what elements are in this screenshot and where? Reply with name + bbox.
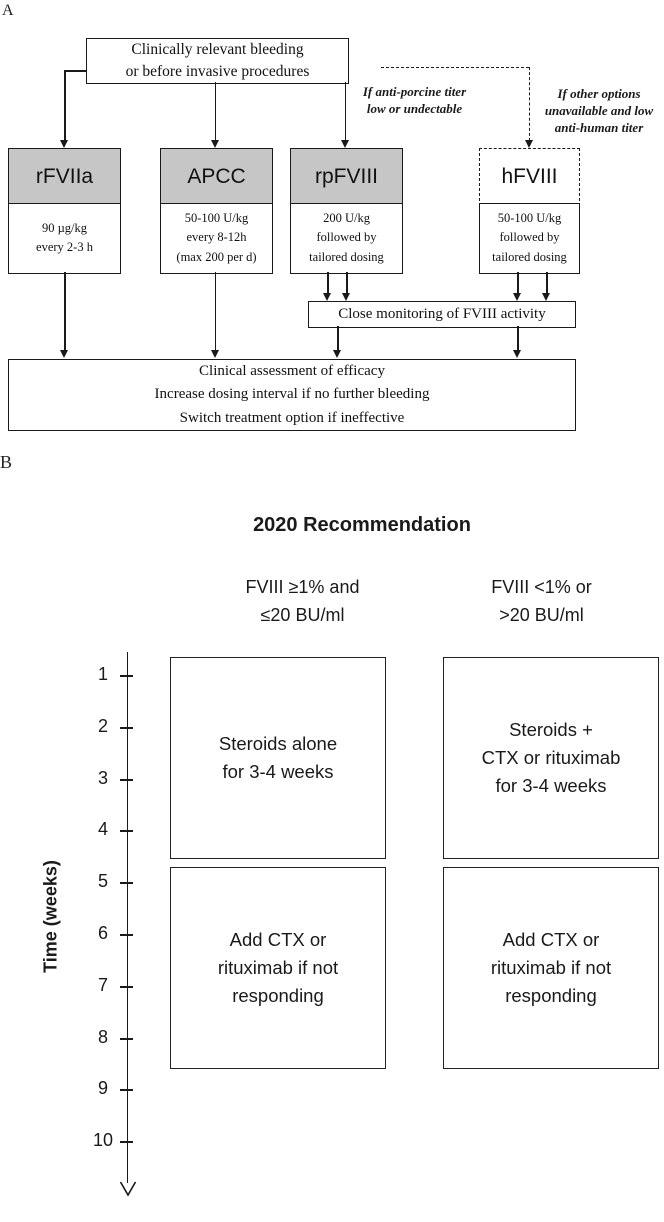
axis-tick bbox=[120, 1141, 133, 1143]
axis-tick bbox=[120, 727, 133, 729]
connector-trigger-apcc bbox=[215, 82, 217, 141]
connector-monitoring-assessment-2 bbox=[517, 326, 519, 351]
text-line: tailored dosing bbox=[309, 249, 384, 264]
connector-dashed-vertical bbox=[529, 67, 530, 141]
dose-box-rfviia bbox=[8, 203, 121, 274]
arrowhead-monitoring-assessment-1 bbox=[333, 350, 341, 358]
treatment-box-hfviii bbox=[479, 148, 580, 206]
arrowhead-monitoring-assessment-2 bbox=[513, 350, 521, 358]
arrowhead-rpfviii-monitoring-2 bbox=[342, 293, 350, 301]
week-number: 2 bbox=[97, 716, 108, 736]
col2-phase2-box bbox=[443, 867, 659, 1069]
text-line: CTX or rituximab bbox=[481, 747, 621, 769]
axis-tick bbox=[120, 830, 133, 832]
connector-trigger-rfviia-vertical bbox=[64, 70, 66, 141]
column-1-header bbox=[195, 574, 410, 630]
week-number: 4 bbox=[97, 819, 108, 839]
arrowhead-to-rpfviii bbox=[341, 140, 349, 148]
arrowhead-hfviii-monitoring-1 bbox=[513, 293, 521, 301]
text-line: responding bbox=[505, 984, 597, 1006]
arrowhead-apcc-assessment bbox=[211, 350, 219, 358]
week-number: 7 bbox=[97, 975, 108, 995]
text-line: followed by bbox=[316, 230, 377, 245]
treatment-box-apcc bbox=[160, 148, 273, 206]
col1-phase2-box bbox=[170, 867, 386, 1069]
text-line: rituximab if not bbox=[217, 957, 339, 979]
connector-rpfviii-monitoring-1 bbox=[327, 272, 329, 294]
connector-rfviia-assessment bbox=[64, 272, 66, 351]
text-line: followed by bbox=[499, 230, 560, 245]
week-number: 6 bbox=[97, 923, 108, 943]
time-axis-line bbox=[127, 652, 129, 1183]
arrowhead-to-apcc bbox=[211, 140, 219, 148]
dose-box-hfviii bbox=[479, 203, 580, 274]
text-line: Increase dosing interval if no further bleeding bbox=[154, 386, 430, 403]
dose-box-apcc bbox=[160, 203, 273, 274]
panel-b-title: 2020 Recommendation bbox=[253, 514, 471, 536]
note-anti-human bbox=[534, 86, 664, 137]
week-number: 9 bbox=[97, 1078, 108, 1098]
axis-tick bbox=[120, 882, 133, 884]
text-line: every 2-3 h bbox=[36, 240, 93, 254]
axis-tick bbox=[120, 934, 133, 936]
week-number: 10 bbox=[92, 1130, 114, 1150]
text-line: low or undectable bbox=[366, 100, 463, 116]
arrowhead-to-rfviia bbox=[60, 140, 68, 148]
text-line: Clinically relevant bleeding bbox=[131, 41, 304, 59]
arrowhead-rpfviii-monitoring-1 bbox=[323, 293, 331, 301]
text-line: (max 200 per d) bbox=[176, 249, 257, 264]
time-axis-arrowhead-icon bbox=[119, 1181, 137, 1197]
week-number: 8 bbox=[97, 1027, 108, 1047]
time-axis-label: Time (weeks) bbox=[40, 860, 61, 973]
column-2-header bbox=[434, 574, 649, 630]
axis-tick bbox=[120, 1089, 133, 1091]
assessment-box bbox=[8, 359, 576, 431]
text-line: anti-human titer bbox=[554, 119, 644, 135]
text-line: 200 U/kg bbox=[323, 210, 370, 225]
week-number: 5 bbox=[97, 871, 108, 891]
col2-phase1-box bbox=[443, 657, 659, 859]
panel-a-label: A bbox=[2, 2, 14, 19]
treatment-box-rpfviii bbox=[290, 148, 403, 206]
connector-trigger-rfviia-horizontal bbox=[64, 70, 87, 72]
text-line: >20 BU/ml bbox=[499, 604, 584, 625]
axis-tick bbox=[120, 779, 133, 781]
text-line: Add CTX or bbox=[502, 929, 600, 951]
arrowhead-hfviii-monitoring-2 bbox=[542, 293, 550, 301]
axis-tick bbox=[120, 986, 133, 988]
connector-apcc-assessment bbox=[215, 272, 217, 351]
text-line: Switch treatment option if ineffective bbox=[179, 409, 405, 426]
text-line: Steroids alone bbox=[218, 733, 338, 755]
text-line: FVIII <1% or bbox=[491, 577, 592, 597]
axis-tick bbox=[120, 675, 133, 677]
axis-tick bbox=[120, 1038, 133, 1040]
text-line: If anti-porcine titer bbox=[362, 84, 467, 99]
text-line: 50-100 U/kg bbox=[184, 210, 249, 225]
text-line: 90 µg/kg bbox=[41, 220, 88, 235]
week-number: 3 bbox=[97, 768, 108, 788]
text-line: FVIII ≥1% and bbox=[245, 577, 360, 597]
text-line: Clinical assessment of efficacy bbox=[199, 363, 385, 380]
treatment-name: rFVIIa bbox=[35, 165, 94, 188]
connector-hfviii-monitoring-2 bbox=[546, 272, 548, 294]
text-line: or before invasive procedures bbox=[125, 63, 310, 80]
note-anti-porcine bbox=[352, 84, 477, 118]
text-line: 50-100 U/kg bbox=[497, 210, 562, 225]
text-line: Steroids + bbox=[509, 719, 593, 741]
connector-rpfviii-monitoring-2 bbox=[346, 272, 348, 294]
text-line: Add CTX or bbox=[229, 929, 327, 951]
connector-dashed-horizontal bbox=[381, 67, 529, 68]
text-line: ≤20 BU/ml bbox=[260, 604, 345, 625]
text-line: every 8-12h bbox=[186, 230, 247, 245]
trigger-box bbox=[86, 38, 349, 84]
dose-box-rpfviii bbox=[290, 203, 403, 274]
text-line: responding bbox=[232, 984, 324, 1006]
treatment-name: rpFVIII bbox=[314, 165, 378, 188]
text-line: for 3-4 weeks bbox=[495, 774, 607, 796]
treatment-name: APCC bbox=[187, 165, 246, 188]
week-number: 1 bbox=[97, 664, 108, 684]
text-line: for 3-4 weeks bbox=[222, 761, 334, 782]
text-line: If other options bbox=[557, 86, 641, 101]
text-line: tailored dosing bbox=[492, 249, 567, 264]
panel-b-label: B bbox=[0, 452, 13, 472]
connector-monitoring-assessment-1 bbox=[337, 326, 339, 351]
text-line: unavailable and low bbox=[544, 102, 654, 118]
monitoring-box bbox=[308, 301, 576, 328]
treatment-name: hFVIII bbox=[501, 165, 558, 188]
connector-hfviii-monitoring-1 bbox=[517, 272, 519, 294]
text-line: rituximab if not bbox=[490, 957, 612, 979]
text-line: Close monitoring of FVIII activity bbox=[338, 306, 546, 322]
arrowhead-to-hfviii bbox=[525, 140, 533, 148]
arrowhead-rfviia-assessment bbox=[60, 350, 68, 358]
connector-trigger-rpfviii bbox=[345, 82, 347, 141]
col1-phase1-box bbox=[170, 657, 386, 859]
treatment-box-rfviia bbox=[8, 148, 121, 206]
